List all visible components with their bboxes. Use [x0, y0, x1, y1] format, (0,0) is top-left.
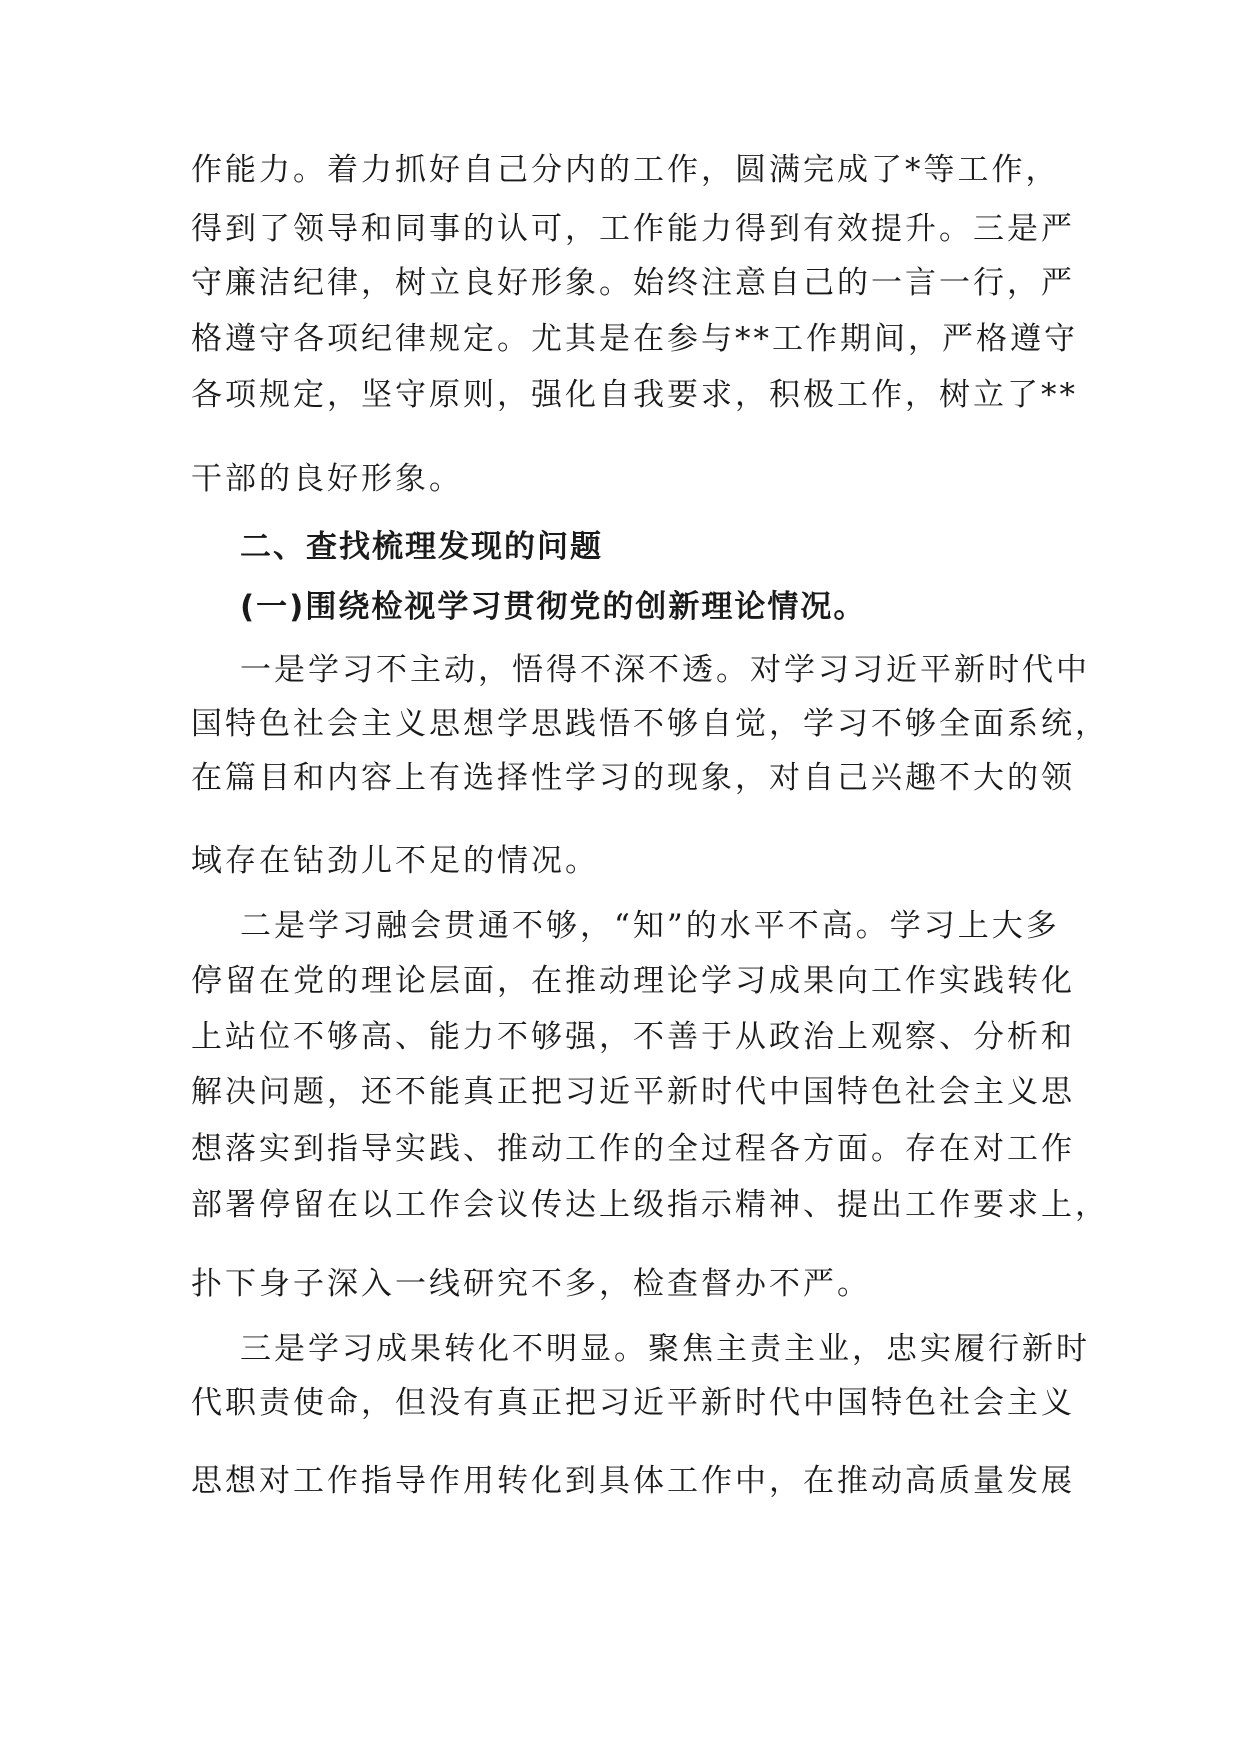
paragraph-line: 解决问题，还不能真正把习近平新时代中国特色社会主义思 [191, 1074, 1075, 1110]
paragraph-line: 一是学习不主动，悟得不深不透。对学习习近平新时代中 [240, 652, 1090, 688]
paragraph-line: 作能力。着力抓好自己分内的工作，圆满完成了*等工作， [191, 152, 1060, 188]
paragraph-line: 部署停留在以工作会议传达上级指示精神、提出工作要求上， [191, 1187, 1109, 1223]
paragraph-line: 代职责使命，但没有真正把习近平新时代中国特色社会主义 [191, 1385, 1075, 1421]
subsection-heading: (一)围绕检视学习贯彻党的创新理论情况。 [240, 589, 867, 625]
paragraph-line: 得到了领导和同事的认可，工作能力得到有效提升。三是严 [191, 211, 1075, 247]
paragraph-line: 在篇目和内容上有选择性学习的现象，对自己兴趣不大的领 [191, 760, 1075, 796]
paragraph-line: 守廉洁纪律，树立良好形象。始终注意自己的一言一行，严 [191, 265, 1075, 301]
paragraph-line: 停留在党的理论层面，在推动理论学习成果向工作实践转化 [191, 963, 1075, 999]
paragraph-line: 扑下身子深入一线研究不多，检查督办不严。 [191, 1266, 871, 1302]
paragraph-line: 各项规定，坚守原则，强化自我要求，积极工作，树立了** [191, 377, 1078, 413]
paragraph-line: 思想对工作指导作用转化到具体工作中，在推动高质量发展 [191, 1463, 1075, 1499]
paragraph-line: 干部的良好形象。 [191, 461, 463, 497]
paragraph-line: 域存在钻劲儿不足的情况。 [191, 843, 599, 879]
paragraph-line: 格遵守各项纪律规定。尤其是在参与**工作期间，严格遵守 [191, 321, 1078, 357]
paragraph-line: 上站位不够高、能力不够强，不善于从政治上观察、分析和 [191, 1019, 1075, 1055]
paragraph-line: 二是学习融会贯通不够，“知”的水平不高。学习上大多 [240, 908, 1060, 944]
section-heading: 二、查找梳理发现的问题 [240, 529, 603, 565]
paragraph-line: 想落实到指导实践、推动工作的全过程各方面。存在对工作 [191, 1131, 1075, 1167]
paragraph-line: 国特色社会主义思想学思践悟不够自觉，学习不够全面系统， [191, 706, 1109, 742]
paragraph-line: 三是学习成果转化不明显。聚焦主责主业，忠实履行新时 [240, 1331, 1090, 1367]
